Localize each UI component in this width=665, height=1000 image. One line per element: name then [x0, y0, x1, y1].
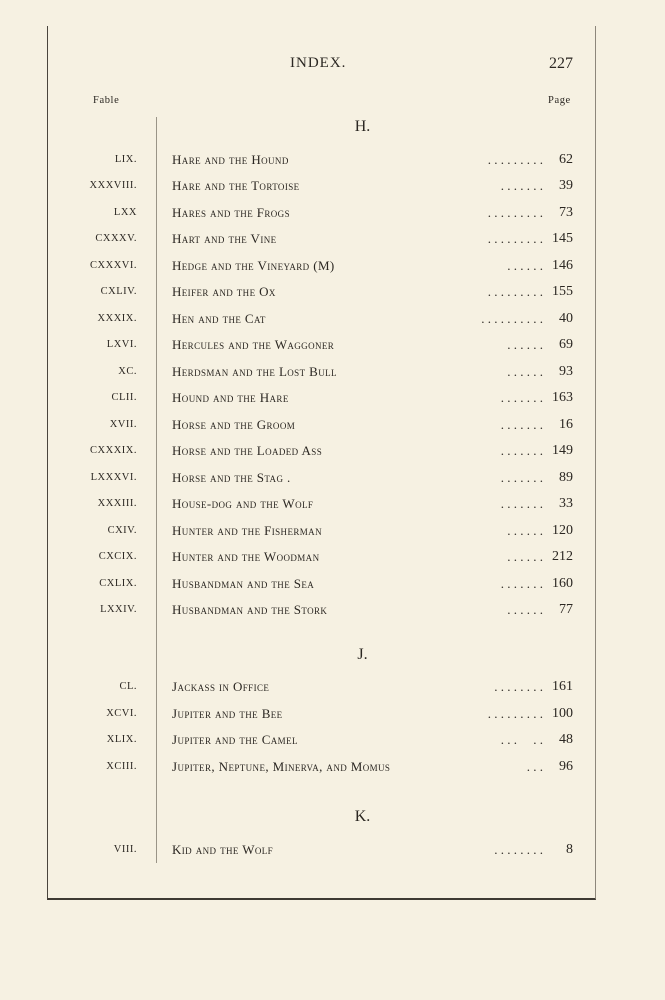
index-entry	[0, 154, 665, 174]
fable-number: CXCIX.	[98, 551, 137, 562]
fable-title: House-dog and the Wolf	[172, 496, 314, 511]
leader-dots: . . . . . . .	[500, 470, 543, 485]
fable-title: Hunter and the Woodman	[172, 549, 320, 564]
fable-title: Husbandman and the Sea	[172, 576, 315, 591]
index-entry	[0, 233, 665, 253]
index-entry	[0, 207, 665, 227]
index-entry	[0, 286, 665, 306]
fable-title: Hen and the Cat	[172, 311, 266, 326]
fable-number: CXXXVI.	[90, 260, 137, 271]
page-number: 227	[549, 55, 573, 72]
fable-title: Horse and the Loaded Ass	[172, 443, 323, 458]
fable-number: CLII.	[111, 392, 137, 403]
leader-dots: . . . . . . .	[500, 390, 543, 405]
fable-title: Husbandman and the Stork	[172, 602, 328, 617]
leader-dots: . . . . . . . . .	[487, 706, 543, 721]
page-ref: 163	[552, 390, 573, 405]
page-ref: 89	[559, 470, 573, 485]
fable-title: Hound and the Hare	[172, 390, 289, 405]
index-entry	[0, 392, 665, 412]
fable-title: Jackass in Office	[172, 679, 270, 694]
page-ref: 155	[552, 284, 573, 299]
leader-dots: . . . . . .	[507, 364, 543, 379]
fable-title: Hercules and the Waggoner	[172, 337, 335, 352]
fable-number: CL.	[119, 681, 137, 692]
page-ref: 93	[559, 364, 573, 379]
page-ref: 160	[552, 576, 573, 591]
page-ref: 120	[552, 523, 573, 538]
page-ref: 73	[559, 205, 573, 220]
fable-number: CXLIX.	[99, 578, 137, 589]
leader-dots: . . .	[526, 759, 543, 774]
index-entry	[0, 525, 665, 545]
page-ref: 69	[559, 337, 573, 352]
fable-title: Jupiter, Neptune, Minerva, and Momus	[172, 759, 391, 774]
leader-dots: . . . . . . .	[500, 576, 543, 591]
fable-number: CXXXIX.	[90, 445, 137, 456]
fable-number: XCVI.	[106, 708, 137, 719]
section-letter-j: J.	[357, 646, 368, 663]
page-ref: 48	[559, 732, 573, 747]
fable-title: Jupiter and the Bee	[172, 706, 283, 721]
index-entry	[0, 260, 665, 280]
fable-number: XCIII.	[106, 761, 137, 772]
fable-number: XLIX.	[106, 734, 137, 745]
fable-number: XC.	[118, 366, 137, 377]
fable-title: Heifer and the Ox	[172, 284, 276, 299]
index-entry	[0, 366, 665, 386]
fable-number: XXXIX.	[97, 313, 137, 324]
index-entry	[0, 681, 665, 701]
leader-dots: . . . . . . . . .	[487, 152, 543, 167]
leader-dots: . . . . . . . .	[494, 842, 543, 857]
fable-number: CXLIV.	[100, 286, 137, 297]
leader-dots: . . . . . .	[507, 258, 543, 273]
leader-dots: . . . . . . . . .	[487, 284, 543, 299]
fable-number: XXXVIII.	[89, 180, 137, 191]
leader-dots: . . . . . . . . .	[487, 205, 543, 220]
index-entry	[0, 498, 665, 518]
leader-dots: . . . . . . . . .	[487, 231, 543, 246]
fable-title: Hedge and the Vineyard (M)	[172, 258, 335, 273]
fable-number: LIX.	[114, 154, 137, 165]
leader-dots: . . . . . .	[507, 602, 543, 617]
fable-title: Hart and the Vine	[172, 231, 277, 246]
fable-column-label: Fable	[93, 95, 120, 106]
fable-number: VIII.	[113, 844, 137, 855]
index-entry	[0, 551, 665, 571]
leader-dots: . . . . . . .	[500, 417, 543, 432]
page-ref: 145	[552, 231, 573, 246]
fable-number: XXXIII.	[97, 498, 137, 509]
leader-dots: . . . . . .	[507, 523, 543, 538]
page-ref: 40	[559, 311, 573, 326]
fable-number: CXIV.	[107, 525, 137, 536]
fable-title: Hare and the Tortoise	[172, 178, 300, 193]
section-letter-h: H.	[354, 118, 371, 135]
page-ref: 62	[559, 152, 573, 167]
index-entry	[0, 844, 665, 864]
page-ref: 149	[552, 443, 573, 458]
fable-title: Horse and the Groom	[172, 417, 296, 432]
page-column-label: Page	[548, 95, 571, 106]
index-entry	[0, 708, 665, 728]
index-entry	[0, 313, 665, 333]
index-entry	[0, 472, 665, 492]
page-ref: 77	[559, 602, 573, 617]
fable-number: LXVI.	[106, 339, 137, 350]
leader-dots: . . . . . . .	[500, 496, 543, 511]
page-title: INDEX.	[290, 55, 347, 71]
page-ref: 39	[559, 178, 573, 193]
fable-title: Jupiter and the Camel	[172, 732, 298, 747]
fable-title: Kid and the Wolf	[172, 842, 274, 857]
fable-number: LXXXVI.	[90, 472, 137, 483]
leader-dots: . . . . . . . . . .	[481, 311, 543, 326]
page-ref: 161	[552, 679, 573, 694]
index-entry	[0, 578, 665, 598]
leader-dots: . . . . .	[500, 732, 543, 747]
leader-dots: . . . . . .	[507, 337, 543, 352]
fable-title: Horse and the Stag .	[172, 470, 291, 485]
fable-number: LXX	[113, 207, 137, 218]
index-entry	[0, 180, 665, 200]
leader-dots: . . . . . . .	[500, 443, 543, 458]
fable-title: Hares and the Frogs	[172, 205, 290, 220]
index-entry	[0, 339, 665, 359]
page-ref: 33	[559, 496, 573, 511]
section-letter-k: K.	[354, 808, 371, 825]
index-entry	[0, 761, 665, 781]
page-ref: 212	[552, 549, 573, 564]
fable-number: CXXXV.	[95, 233, 137, 244]
page-ref: 100	[552, 706, 573, 721]
index-entry	[0, 734, 665, 754]
page-ref: 8	[566, 842, 573, 857]
index-entry	[0, 604, 665, 624]
fable-title: Herdsman and the Lost Bull	[172, 364, 337, 379]
leader-dots: . . . . . .	[507, 549, 543, 564]
page-ref: 146	[552, 258, 573, 273]
fable-number: LXXIV.	[100, 604, 137, 615]
fable-number: XVII.	[109, 419, 137, 430]
page-ref: 16	[559, 417, 573, 432]
page-ref: 96	[559, 759, 573, 774]
index-entry	[0, 445, 665, 465]
leader-dots: . . . . . . . .	[494, 679, 543, 694]
fable-title: Hare and the Hound	[172, 152, 289, 167]
index-entry	[0, 419, 665, 439]
fable-title: Hunter and the Fisherman	[172, 523, 322, 538]
leader-dots: . . . . . . .	[500, 178, 543, 193]
